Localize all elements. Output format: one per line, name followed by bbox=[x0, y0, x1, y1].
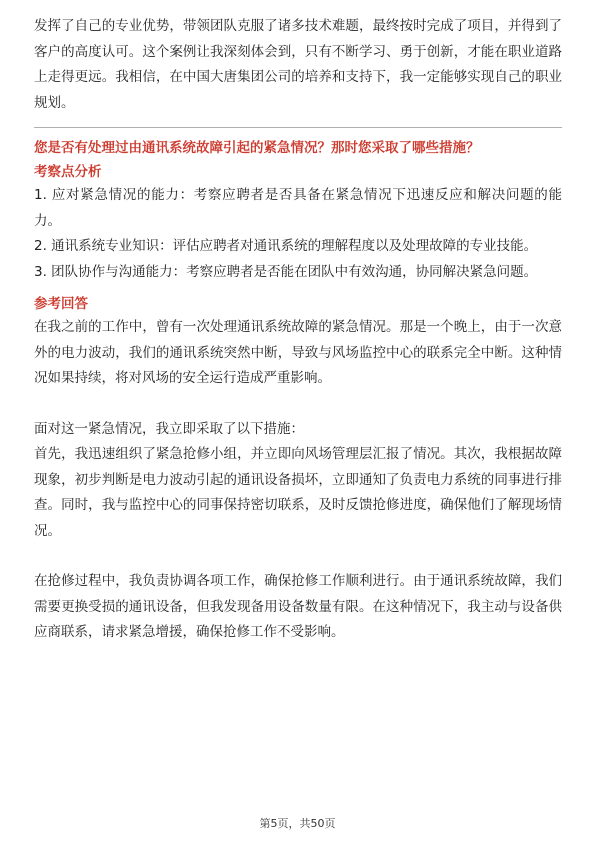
document-page bbox=[34, 14, 562, 646]
intro-paragraph: 发挥了自己的专业优势，带领团队克服了诸多技术难题，最终按时完成了项目，并得到了客户的高度认可。这个案例让我深刻体会到，只有不断学习、勇于创新，才能在职业道路上走得更远。我相信，在中国大唐集团公司的培养和支持下，我一定能够实现自己的职业规划。 bbox=[34, 18, 562, 111]
answer-paragraph-1: 在我之前的工作中，曾有一次处理通讯系统故障的紧急情况。那是一个晚上，由于一次意外的电力波动，我们的通讯系统突然中断，导致与风场监控中心的联系完全中断。这种情况如果持续，将对风场的安全运行造成严重影响。 bbox=[34, 319, 562, 386]
paragraph-spacer bbox=[34, 392, 562, 417]
answer-paragraph-3: 首先，我迅速组织了紧急抢修小组，并立即向风场管理层汇报了情况。其次，我根据故障现象，初步判断是电力波动引起的通讯设备损坏，立即通知了负责电力系统的同事进行排查。同时，我与监控中心的同事保持密切联系，及时反馈抢修进度，确保他们了解现场情况。 bbox=[34, 446, 562, 539]
analysis-item-3: 3. 团队协作与沟通能力：考察应聘者是否能在团队中有效沟通，协同解决紧急问题。 bbox=[34, 263, 538, 280]
answer-label: 参考回答 bbox=[34, 296, 88, 312]
question-heading: 您是否有处理过由通讯系统故障引起的紧急情况？那时您采取了哪些措施？ bbox=[34, 140, 480, 156]
page-number: 第5页，共50页 bbox=[259, 817, 336, 830]
section-divider bbox=[34, 127, 562, 128]
answer-paragraph-2: 面对这一紧急情况，我立即采取了以下措施： bbox=[34, 420, 304, 437]
answer-paragraph-4: 在抢修过程中，我负责协调各项工作，确保抢修工作顺利进行。由于通讯系统故障，我们需要更换受损的通讯设备，但我发现备用设备数量有限。在这种情况下，我主动与设备供应商联系，请求紧急增援，确保抢修工作不受影响。 bbox=[34, 573, 562, 640]
analysis-item-2: 2. 通讯系统专业知识：评估应聘者对通讯系统的理解程度以及处理故障的专业技能。 bbox=[34, 238, 538, 254]
analysis-label: 考察点分析 bbox=[34, 164, 102, 180]
paragraph-spacer bbox=[34, 544, 562, 569]
analysis-item-1: 1. 应对紧急情况的能力：考察应聘者是否具备在紧急情况下迅速反应和解决问题的能力。 bbox=[34, 187, 562, 229]
